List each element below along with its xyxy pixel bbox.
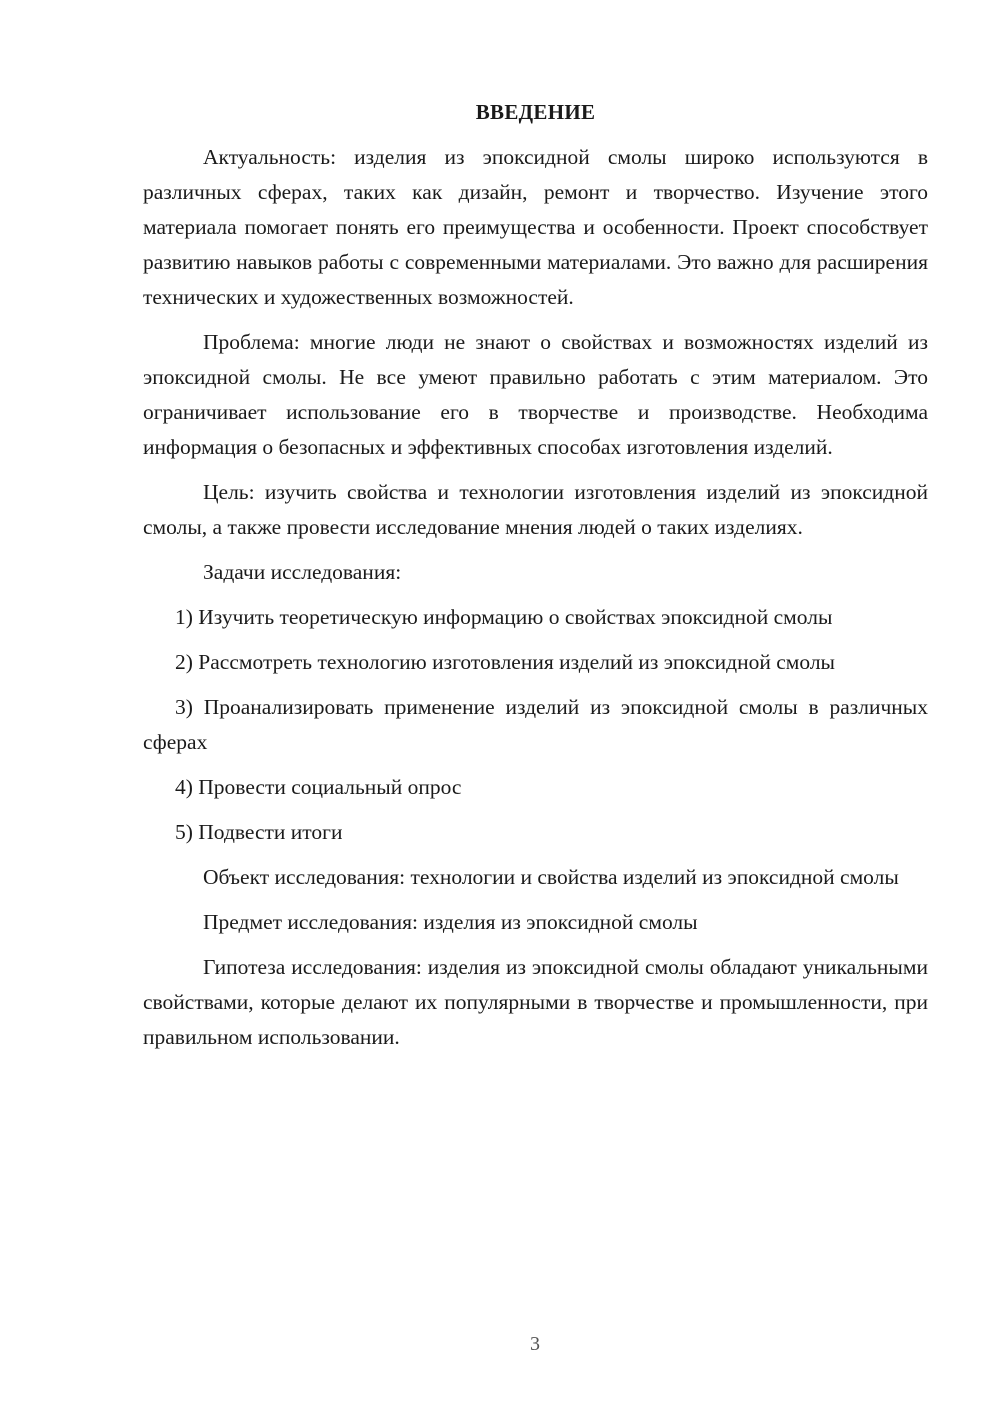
task-item: 1) Изучить теоретическую информацию о свойствах эпоксидной смолы <box>175 605 833 629</box>
goal-paragraph: Цель: изучить свойства и технологии изготовления изделий из эпоксидной смолы, а также провести исследование мнения людей о таких изделиях. <box>143 480 928 539</box>
hypothesis-paragraph: Гипотеза исследования: изделия из эпоксидной смолы обладают уникальными свойствами, которые делают их популярными в творчестве и промышленности, при правильном использовании. <box>143 955 928 1049</box>
subject-paragraph: Предмет исследования: изделия из эпоксидной смолы <box>203 910 698 934</box>
page-title: ВВЕДЕНИЕ <box>475 100 596 124</box>
page-number: 3 <box>530 1333 540 1355</box>
task-item: 3) Проанализировать применение изделий из эпоксидной смолы в различных сферах <box>143 695 928 754</box>
object-paragraph: Объект исследования: технологии и свойства изделий из эпоксидной смолы <box>203 865 899 889</box>
task-item: 5) Подвести итоги <box>175 820 343 844</box>
task-item: 4) Провести социальный опрос <box>175 775 462 799</box>
problem-paragraph: Проблема: многие люди не знают о свойствах и возможностях изделий из эпоксидной смолы. Не все умеют правильно работать с этим материалом. Это ограничивает использование его в творчестве и производстве. Необходима информация о безопасных и эффективных способах изготовления изделий. <box>143 330 928 459</box>
tasks-heading: Задачи исследования: <box>203 560 402 584</box>
task-item: 2) Рассмотреть технологию изготовления изделий из эпоксидной смолы <box>175 650 836 674</box>
document-body <box>143 95 928 1065</box>
relevance-paragraph: Актуальность: изделия из эпоксидной смолы широко используются в различных сферах, таких как дизайн, ремонт и творчество. Изучение этого материала помогает понять его преимущества и особенности. Проект способствует развитию навыков работы с современными материалами. Это важно для расширения технических и художественных возможностей. <box>143 145 928 309</box>
